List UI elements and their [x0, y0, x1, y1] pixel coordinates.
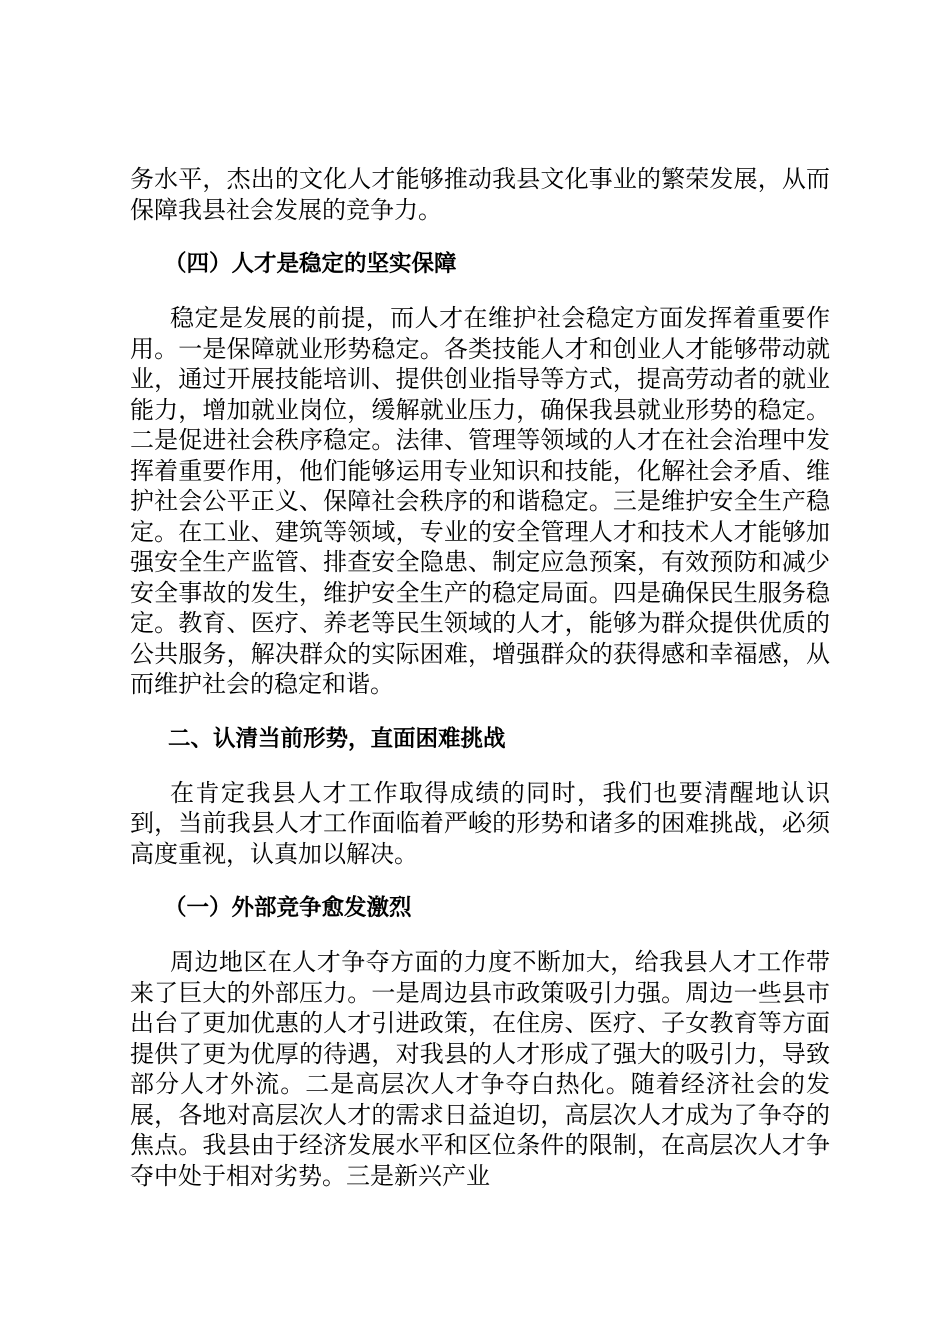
paragraph-continuation: 务水平，杰出的文化人才能够推动我县文化事业的繁荣发展，从而保障我县社会发展的竞争力。 [130, 165, 830, 224]
chapter-heading-situation: 二、认清当前形势，直面困难挑战 [168, 725, 506, 752]
paragraph-situation-intro: 在肯定我县人才工作取得成绩的同时，我们也要清醒地认识到，当前我县人才工作面临着严峻的形势和诸多的困难挑战，必须高度重视，认真加以解决。 [130, 778, 830, 868]
paragraph-competition: 周边地区在人才争夺方面的力度不断加大，给我县人才工作带来了巨大的外部压力。一是周边县市政策吸引力强。周边一些县市出台了更加优惠的人才引进政策，在住房、医疗、子女教育等方面提供了更为优厚的待遇，对我县的人才形成了强大的吸引力，导致部分人才外流。二是高层次人才争夺白热化。随着经济社会的发展，各地对高层次人才的需求日益迫切，高层次人才成为了争夺的焦点。我县由于经济发展水平和区位条件的限制，在高层次人才争夺中处于相对劣势。三是新兴产业 [130, 948, 830, 1190]
paragraph-stability: 稳定是发展的前提，而人才在维护社会稳定方面发挥着重要作用。一是保障就业形势稳定。各类技能人才和创业人才能够带动就业，通过开展技能培训、提供创业指导等方式，提高劳动者的就业能力，增加就业岗位，缓解就业压力，确保我县就业形势的稳定。二是促进社会秩序稳定。法律、管理等领域的人才在社会治理中发挥着重要作用，他们能够运用专业知识和技能，化解社会矛盾、维护社会公平正义、保障社会秩序的和谐稳定。三是维护安全生产稳定。在工业、建筑等领域，专业的安全管理人才和技术人才能够加强安全生产监管、排查安全隐患、制定应急预案，有效预防和减少安全事故的发生，维护安全生产的稳定局面。四是确保民生服务稳定。教育、医疗、养老等民生领域的人才，能够为群众提供优质的公共服务，解决群众的实际困难，增强群众的获得感和幸福感，从而维护社会的稳定和谐。 [130, 304, 830, 698]
section-heading-stability: （四）人才是稳定的坚实保障 [164, 251, 457, 277]
section-heading-competition: （一）外部竞争愈发激烈 [164, 895, 412, 921]
document-body [130, 164, 830, 1215]
